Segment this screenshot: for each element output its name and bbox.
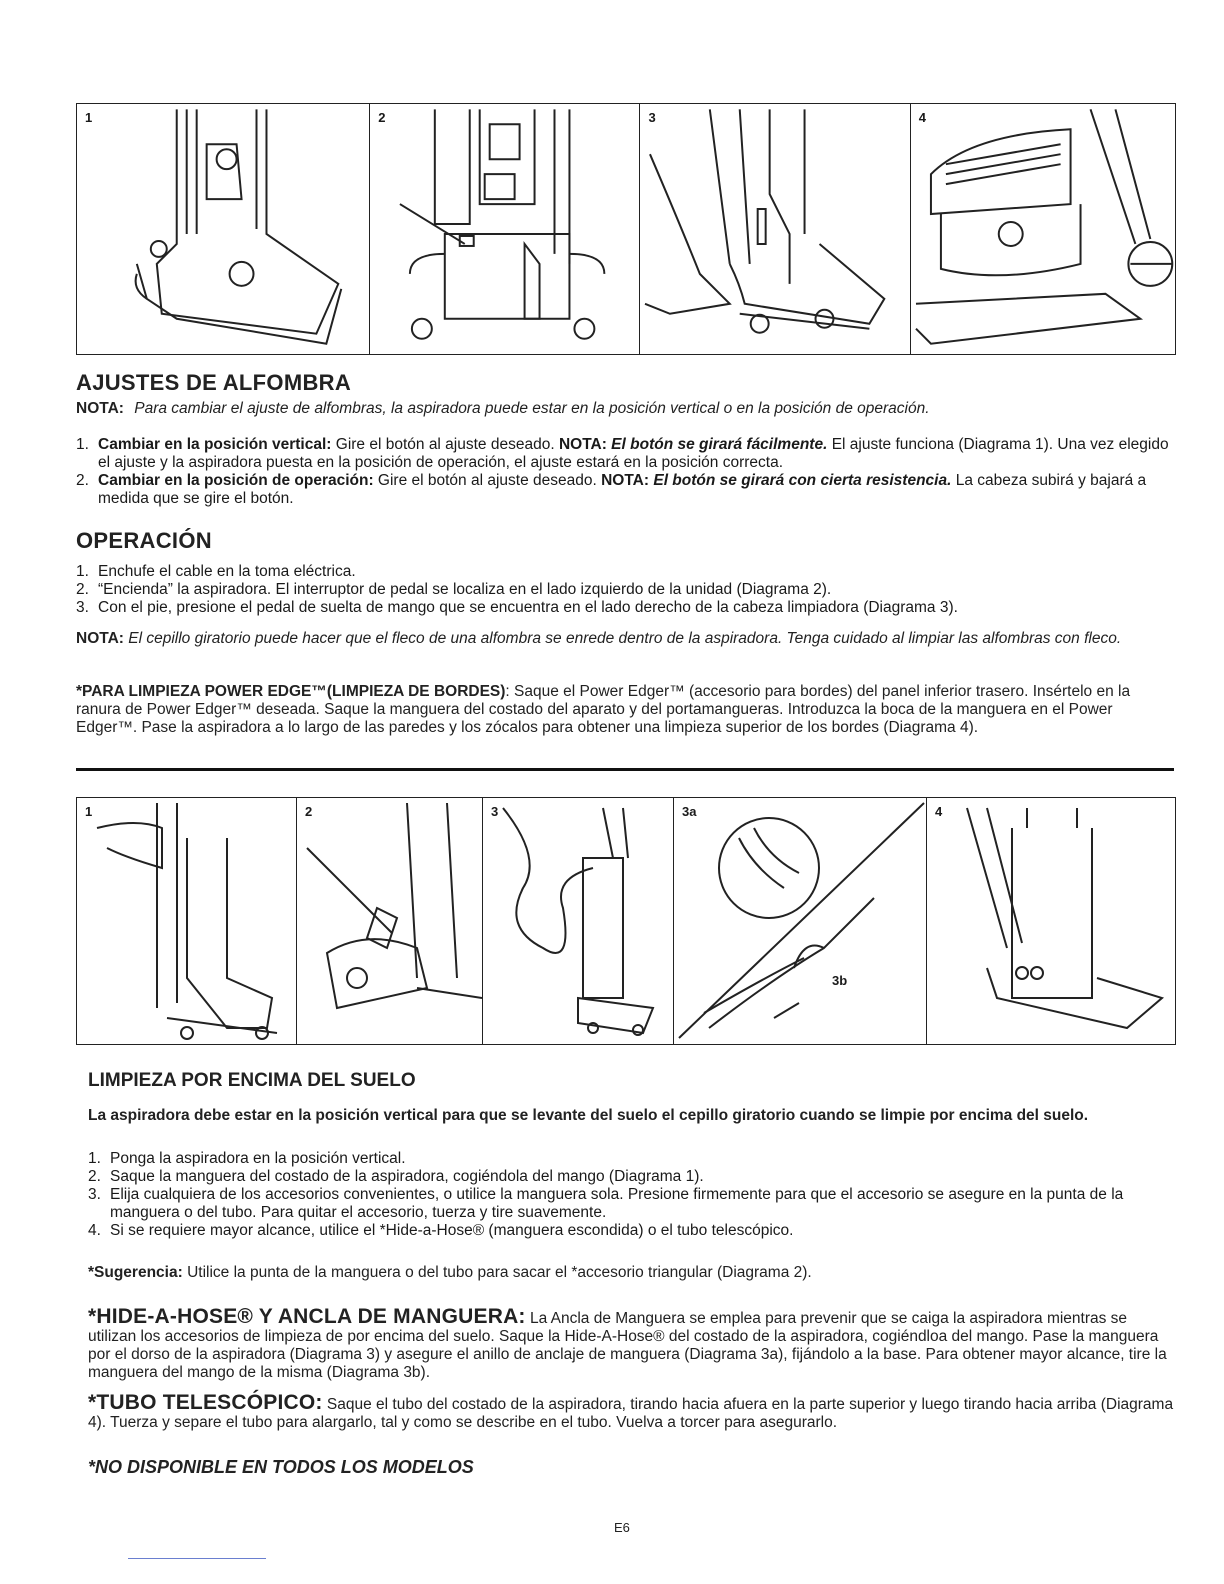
power-edger-illustration — [911, 104, 1175, 354]
diagram-label: 4 — [935, 804, 943, 819]
telescopic-text: Saque el tubo del costado de la aspiradora, tirando hacia afuera en la parte superior y luego tirando hacia arriba (Diagrama 4). Tuerza y separe el tubo para alargarlo, tal y como se describe en el tubo. Vuelva a torcer para asegurarlo. — [88, 1396, 1174, 1431]
section-title-above-floor: LIMPIEZA POR ENCIMA DEL SUELO — [88, 1070, 416, 1091]
note-text: Para cambiar el ajuste de alfombras, la aspiradora puede estar en la posición vertical o en la posición de operación. — [134, 400, 930, 417]
hose-routing-illustration — [483, 798, 673, 1044]
hose-anchor-illustration — [674, 798, 926, 1044]
list-item — [76, 436, 1176, 472]
list-number: 1. — [76, 563, 89, 580]
operation-steps-list — [76, 563, 1176, 617]
list-number: 2. — [76, 581, 89, 598]
diagram-label: 2 — [305, 804, 313, 819]
list-number: 2. — [76, 472, 89, 489]
list-number: 3. — [76, 599, 89, 616]
crevice-tool-illustration — [297, 798, 482, 1044]
bottom-blue-line — [128, 1558, 266, 1559]
diagram-3-handle-release-pedal — [640, 104, 910, 354]
list-number: 2. — [88, 1168, 101, 1185]
step-nota: NOTA: — [601, 472, 650, 489]
intro-bold-text: La aspiradora debe estar en la posición vertical para que se levante del suelo el cepillo giratorio cuando se limpie por encima del suelo. — [88, 1107, 1089, 1124]
list-text: Enchufe el cable en la toma eléctrica. — [98, 563, 356, 580]
diagram-1-carpet-knob — [77, 104, 370, 354]
footnote-not-available — [88, 1458, 474, 1476]
note-text: El cepillo giratorio puede hacer que el fleco de una alfombra se enrede dentro de la aspiradora. Tenga cuidado al limpiar las alfombras con fleco. — [123, 630, 1122, 647]
step-text: Gire el botón al ajuste deseado. — [331, 436, 559, 453]
step-nota: NOTA: — [558, 436, 607, 453]
diagram-label: 2 — [378, 110, 386, 125]
diagram-3a-3b-hose-anchor — [674, 798, 927, 1044]
list-text: Ponga la aspiradora en la posición vertical. — [110, 1150, 406, 1167]
list-number: 1. — [88, 1150, 101, 1167]
hose-removal-illustration — [77, 798, 296, 1044]
diagram-label-3b: 3b — [832, 973, 848, 988]
diagram-label: 3 — [648, 110, 656, 125]
carpet-steps-list — [76, 436, 1176, 508]
diagram-label: 1 — [85, 804, 93, 819]
list-item — [88, 1168, 1178, 1186]
footnote-text: *NO DISPONIBLE EN TODOS LOS MODELOS — [88, 1457, 474, 1477]
list-item — [76, 599, 1176, 617]
list-text: Con el pie, presione el pedal de suelta de mango que se encuentra en el lado derecho de la cabeza limpiadora (Diagrama 3). — [98, 599, 958, 616]
list-item — [76, 581, 1176, 599]
hide-a-hose-text: La Ancla de Manguera se emplea para prevenir que se caiga la aspiradora mientras se utilizan los accesorios de limpieza de por encima del suelo. Saque la Hide-A-Hose® del costado de la aspiradora, cogiéndloa del mango. Pase la manguera por el dorso de la aspiradora (Diagrama 3) y asegure el anillo de anclaje de manguera (Diagrama 3a), fijándolo a la base. Para obtener mayor alcance, tire la manguera del mango de la misma (Diagrama 3b). — [88, 1310, 1167, 1381]
list-text: Si se requiere mayor alcance, utilice el *Hide-a-Hose® (manguera escondida) o el tubo telescópico. — [110, 1222, 794, 1239]
diagram-4-power-edger — [911, 104, 1175, 354]
note-label: NOTA: — [76, 630, 124, 647]
vacuum-front-illustration — [77, 104, 369, 354]
step-text: Gire el botón al ajuste deseado. — [373, 472, 602, 489]
vacuum-back-illustration — [370, 104, 639, 354]
list-item — [88, 1186, 1178, 1222]
step-lead: Cambiar en la posición de operación: — [98, 472, 374, 489]
list-item — [88, 1150, 1178, 1168]
telescopic-lead: *TUBO TELESCÓPICO: — [88, 1391, 323, 1414]
above-floor-intro — [88, 1107, 1178, 1125]
diagram-2-crevice-tool — [297, 798, 483, 1044]
list-item — [76, 472, 1176, 508]
list-number: 3. — [88, 1186, 101, 1203]
list-text: Elija cualquiera de los accesorios convenientes, o utilice la manguera sola. Presione firmemente para que el accesorio se asegure en la punta de la manguera o del tubo. Para quitar el accesorio, tuerza y tire suavemente. — [110, 1186, 1124, 1221]
diagram-label: 1 — [85, 110, 93, 125]
diagram-4-telescopic-wand — [927, 798, 1167, 1044]
list-text: Saque la manguera del costado de la aspiradora, cogiéndola del mango (Diagrama 1). — [110, 1168, 704, 1185]
section-divider — [76, 768, 1174, 771]
diagram-2-foot-switch — [370, 104, 640, 354]
step-text-2: La cabeza subirá y bajará a medida que se gire el botón. — [98, 472, 1147, 507]
hide-a-hose-paragraph — [88, 1305, 1178, 1382]
diagram-3-hose-routing — [483, 798, 674, 1044]
step-emphasis: El botón se girará fácilmente. — [606, 436, 828, 453]
fringe-note — [76, 630, 1176, 648]
page-number: E6 — [614, 1520, 630, 1535]
list-text: “Encienda” la aspiradora. El interruptor de pedal se localiza en el lado izquierdo de la unidad (Diagrama 2). — [98, 581, 832, 598]
note-label: NOTA: — [76, 400, 124, 417]
telescopic-wand-illustration — [927, 798, 1167, 1044]
bottom-diagram-row — [76, 797, 1176, 1045]
above-floor-steps-list — [88, 1150, 1178, 1240]
diagram-1-hose-removal — [77, 798, 297, 1044]
telescopic-paragraph — [88, 1391, 1178, 1432]
top-diagram-row — [76, 103, 1176, 355]
hide-a-hose-lead: *HIDE-A-HOSE® Y ANCLA DE MANGUERA: — [88, 1305, 526, 1328]
list-number: 1. — [76, 436, 89, 453]
tip-paragraph — [88, 1264, 1178, 1282]
list-item — [88, 1222, 1178, 1240]
list-item — [76, 563, 1176, 581]
step-lead: Cambiar en la posición vertical: — [98, 436, 332, 453]
tip-lead: *Sugerencia: — [88, 1264, 183, 1281]
section-title-operation: OPERACIÓN — [76, 528, 212, 553]
diagram-label: 4 — [918, 110, 926, 125]
step-emphasis: El botón se girará con cierta resistencia. — [649, 472, 952, 489]
power-edge-paragraph — [76, 683, 1176, 737]
carpet-note — [76, 400, 1176, 418]
tip-text: Utilice la punta de la manguera o del tubo para sacar el *accesorio triangular (Diagrama 2). — [182, 1264, 812, 1281]
list-number: 4. — [88, 1222, 101, 1239]
diagram-label: 3 — [491, 804, 499, 819]
step-text-2: El ajuste funciona (Diagrama 1). Una vez elegido el ajuste y la aspiradora puesta en la posición de operación, el ajuste estará en la posición correcta. — [98, 436, 1169, 471]
section-title-carpet-settings: AJUSTES DE ALFOMBRA — [76, 370, 352, 395]
vacuum-side-illustration — [640, 104, 909, 354]
power-edge-text: : Saque el Power Edger™ (accesorio para bordes) del panel inferior trasero. Insértelo en la ranura de Power Edger™ deseada. Saque la manguera del costado del aparato y del portamangueras. Introduzca la boca de la manguera en el Power Edger™. Pase la aspiradora a lo largo de las paredes y los zócalos para obtener una limpieza superior de los bordes (Diagrama 4). — [76, 683, 1131, 736]
power-edge-lead: *PARA LIMPIEZA POWER EDGE™(LIMPIEZA DE BORDES) — [76, 683, 506, 700]
diagram-label: 3a — [682, 804, 697, 819]
